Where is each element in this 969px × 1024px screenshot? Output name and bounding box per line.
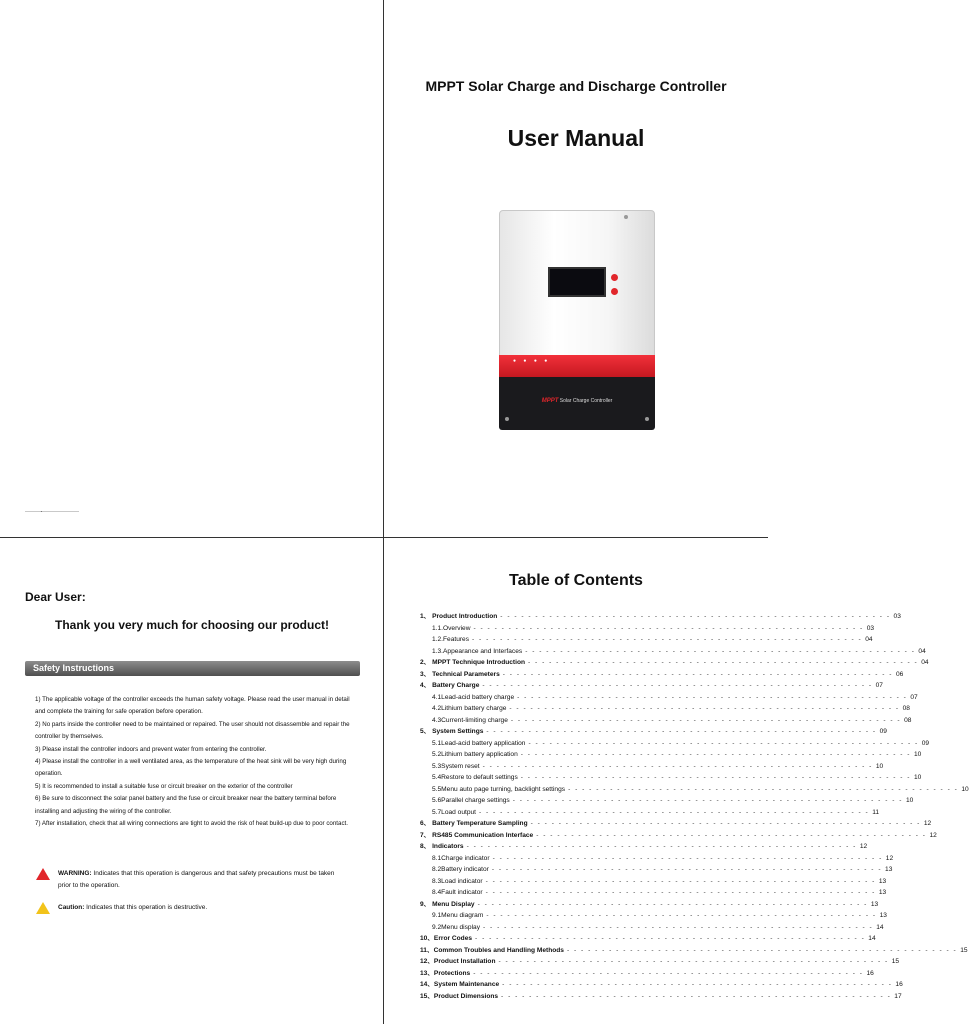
- toc-leader-dots: - - - - - - - - - - - - - - - - - - - - - - - - - - - - - - - - - - - - - - - - - - - - - - - - - - - - - - - -: [502, 670, 894, 678]
- toc-entry[interactable]: [420, 692, 918, 704]
- toc-entry-page: 04: [918, 647, 926, 655]
- thanks-message: Thank you very much for choosing our product!: [54, 618, 330, 632]
- back-cover-page: [0, 0, 384, 512]
- toc-entry-page: 04: [865, 636, 873, 643]
- toc-entry[interactable]: [420, 818, 932, 830]
- toc-entry[interactable]: [420, 830, 937, 842]
- toc-entry-label: 9、 Menu Display: [420, 900, 475, 908]
- toc-list: [420, 611, 969, 1002]
- toc-entry-label: 4.1Lead-acid battery charge: [432, 693, 515, 701]
- device-label: [499, 398, 655, 404]
- toc-leader-dots: - - - - - - - - - - - - - - - - - - - - - - - - - - - - - - - - - - - - - - - - - - - - - - - - - - - - - - - -: [528, 739, 919, 747]
- toc-entry[interactable]: [420, 807, 880, 819]
- toc-leader-dots: - - - - - - - - - - - - - - - - - - - - - - - - - - - - - - - - - - - - - - - - - - - - - - - - - - - - - - - -: [510, 716, 902, 724]
- toc-entry-label: 12、Product Installation: [420, 958, 496, 965]
- toc-entry-label: 10、Error Codes: [420, 935, 473, 942]
- toc-entry-label: 8.2Battery indicator: [432, 866, 489, 873]
- toc-entry[interactable]: [420, 680, 883, 692]
- toc-entry[interactable]: [420, 991, 902, 1003]
- toc-entry-label: 8、 Indicators: [420, 843, 464, 850]
- toc-entry-page: 15: [960, 946, 968, 954]
- page-divider-horizontal: [0, 537, 768, 538]
- toc-entry[interactable]: [420, 899, 879, 911]
- page-divider-vertical: [383, 0, 384, 1024]
- toc-leader-dots: - - - - - - - - - - - - - - - - - - - - - - - - - - - - - - - - - - - - - - - - - - - - - - - - - - - - - - - -: [509, 705, 900, 712]
- toc-entry-label: 8.3Load indicator: [432, 877, 483, 885]
- toc-entry-page: 10: [961, 785, 969, 793]
- toc-entry-page: 04: [921, 659, 929, 666]
- toc-leader-dots: - - - - - - - - - - - - - - - - - - - - - - - - - - - - - - - - - - - - - - - - - - - - - - - - - - - - - - - -: [491, 866, 883, 873]
- toc-entry-label: 5.2Lithium battery application: [432, 751, 518, 758]
- toc-leader-dots: - - - - - - - - - - - - - - - - - - - - - - - - - - - - - - - - - - - - - - - - - - - - - - - - - - - - - - - -: [477, 900, 868, 908]
- toc-entry[interactable]: [420, 772, 922, 784]
- toc-entry[interactable]: [420, 979, 903, 991]
- device-led-icons: ● ● ● ●: [513, 358, 551, 364]
- toc-entry-label: 1.1.Overview: [432, 624, 471, 632]
- screw-icon: [624, 215, 628, 219]
- toc-leader-dots: - - - - - - - - - - - - - - - - - - - - - - - - - - - - - - - - - - - - - - - - - - - - - - - - - - - - - - - -: [483, 923, 874, 931]
- toc-entry[interactable]: [420, 738, 930, 750]
- toc-entry-page: 16: [895, 981, 903, 988]
- toc-entry[interactable]: [420, 611, 901, 623]
- toc-entry[interactable]: [420, 634, 873, 646]
- safety-heading-bar: [25, 661, 360, 676]
- toc-leader-dots: - - - - - - - - - - - - - - - - - - - - - - - - - - - - - - - - - - - - - - - - - - - - - - - - - - - - - - - -: [473, 969, 864, 977]
- toc-leader-dots: - - - - - - - - - - - - - - - - - - - - - - - - - - - - - - - - - - - - - - - - - - - - - - - - - - - - - - - -: [485, 877, 876, 885]
- safety-rule: 2) No parts inside the controller need to be maintained or repaired. The user should not disassemble and repair the controller by themselves.: [35, 720, 350, 741]
- toc-leader-dots: - - - - - - - - - - - - - - - - - - - - - - - - - - - - - - - - - - - - - - - - - - - - - - - - - - - - - - - -: [472, 636, 863, 643]
- toc-entry-label: 9.2Menu display: [432, 923, 481, 931]
- toc-leader-dots: - - - - - - - - - - - - - - - - - - - - - - - - - - - - - - - - - - - - - - - - - - - - - - - - - - - - - - - -: [568, 785, 959, 793]
- toc-entry-page: 06: [896, 670, 904, 678]
- toc-leader-dots: - - - - - - - - - - - - - - - - - - - - - - - - - - - - - - - - - - - - - - - - - - - - - - - - - - - - - - - -: [520, 774, 912, 781]
- toc-entry-label: 5.3System reset: [432, 762, 480, 770]
- safety-rule: 3) Please install the controller indoors and prevent water from entering the controller.: [35, 745, 267, 753]
- caution-icon: [36, 902, 50, 914]
- toc-entry-label: 2、 MPPT Technique Introduction: [420, 659, 526, 666]
- cover-subtitle: MPPT Solar Charge and Discharge Controller: [425, 78, 727, 94]
- toc-entry-page: 08: [904, 716, 912, 724]
- toc-leader-dots: - - - - - - - - - - - - - - - - - - - - - - - - - - - - - - - - - - - - - - - - - - - - - - - - - - - - - - - -: [500, 613, 891, 620]
- toc-leader-dots: - - - - - - - - - - - - - - - - - - - - - - - - - - - - - - - - - - - - - - - - - - - - - - - - - - - - - - - -: [520, 751, 912, 758]
- welcome-page: [0, 512, 384, 1024]
- device-button-icon: [611, 274, 618, 281]
- toc-entry-page: 09: [879, 728, 887, 735]
- toc-entry-label: 15、Product Dimensions: [420, 992, 499, 1000]
- toc-entry-page: 09: [921, 739, 930, 747]
- toc-entry[interactable]: [420, 657, 929, 669]
- toc-leader-dots: - - - - - - - - - - - - - - - - - - - - - - - - - - - - - - - - - - - - - - - - - - - - - - - - - - - - - - - -: [498, 958, 889, 965]
- caution-label: Caution:: [58, 904, 85, 911]
- device-product: Solar Charge Controller: [559, 398, 613, 404]
- warning-text: Indicates that this operation is dangerous and that safety precautions must be taken prior to the operation.: [58, 870, 335, 889]
- toc-leader-dots: - - - - - - - - - - - - - - - - - - - - - - - - - - - - - - - - - - - - - - - - - - - - - - - - - - - - - - - -: [512, 797, 903, 804]
- toc-entry-page: 12: [929, 831, 937, 839]
- toc-entry-label: 5.4Restore to default settings: [432, 774, 518, 781]
- toc-entry[interactable]: [420, 623, 875, 635]
- safety-rule: 1) The applicable voltage of the controller exceeds the human safety voltage. Please read the user manual in detail and complete the training for safe operation before operation.: [35, 696, 350, 716]
- toc-entry-label: 3、 Technical Parameters: [420, 670, 500, 678]
- toc-entry[interactable]: [420, 887, 887, 899]
- toc-leader-dots: - - - - - - - - - - - - - - - - - - - - - - - - - - - - - - - - - - - - - - - - - - - - - - - - - - - - - - - -: [479, 808, 870, 816]
- greeting: Dear User:: [25, 590, 86, 604]
- toc-entry-label: 7、 RS485 Communication Interface: [420, 831, 534, 839]
- toc-leader-dots: - - - - - - - - - - - - - - - - - - - - - - - - - - - - - - - - - - - - - - - - - - - - - - - - - - - - - - - -: [502, 981, 893, 988]
- toc-entry[interactable]: [420, 933, 876, 945]
- toc-entry-page: 12: [923, 820, 932, 827]
- toc-entry-page: 13: [870, 900, 879, 908]
- toc-entry-page: 11: [872, 808, 880, 816]
- toc-entry-label: 5.5Menu auto page turning, backlight settings: [432, 785, 566, 793]
- warning-label: WARNING:: [58, 870, 92, 877]
- toc-entry[interactable]: [420, 703, 910, 715]
- toc-entry-label: 6、 Battery Temperature Sampling: [420, 820, 528, 827]
- toc-entry[interactable]: [420, 669, 904, 681]
- toc-entry-label: 5、 System Settings: [420, 728, 484, 735]
- toc-entry-page: 12: [859, 843, 868, 850]
- toc-entry[interactable]: [420, 795, 914, 807]
- toc-page: [384, 512, 969, 1024]
- safety-rule: 6) Be sure to disconnect the solar panel battery and the fuse or circuit breaker near the battery terminal before installing and adjusting the wiring of the controller.: [35, 795, 337, 815]
- toc-entry-label: 4.2Lithium battery charge: [432, 705, 507, 712]
- toc-entry[interactable]: [420, 864, 893, 876]
- toc-entry[interactable]: [420, 922, 884, 934]
- toc-leader-dots: - - - - - - - - - - - - - - - - - - - - - - - - - - - - - - - - - - - - - - - - - - - - - - - - - - - - - - - -: [566, 946, 958, 954]
- toc-entry[interactable]: [420, 646, 926, 658]
- toc-leader-dots: - - - - - - - - - - - - - - - - - - - - - - - - - - - - - - - - - - - - - - - - - - - - - - - - - - - - - - - -: [482, 682, 873, 689]
- toc-entry-page: 03: [893, 613, 901, 620]
- device-housing: [499, 210, 655, 368]
- toc-entry-label: 9.1Menu diagram: [432, 912, 484, 919]
- toc-entry-page: 17: [894, 992, 902, 1000]
- toc-entry-page: 15: [891, 958, 900, 965]
- cover-title: User Manual: [507, 125, 645, 151]
- screw-icon: [505, 417, 509, 421]
- toc-entry-label: 1.2.Features: [432, 636, 470, 643]
- toc-leader-dots: - - - - - - - - - - - - - - - - - - - - - - - - - - - - - - - - - - - - - - - - - - - - - - - - - - - - - - - -: [486, 912, 877, 919]
- device-button-icon: [611, 288, 618, 295]
- toc-entry-page: 03: [866, 624, 875, 632]
- toc-entry-label: 13、Protections: [420, 969, 471, 977]
- safety-rules: [35, 694, 360, 830]
- safety-rule: 7) After installation, check that all wiring connections are tight to avoid the risk of heat build-up due to poor contact.: [35, 820, 348, 828]
- toc-leader-dots: - - - - - - - - - - - - - - - - - - - - - - - - - - - - - - - - - - - - - - - - - - - - - - - - - - - - - - - -: [485, 889, 876, 896]
- toc-entry[interactable]: [420, 749, 922, 761]
- toc-entry[interactable]: [420, 761, 884, 773]
- toc-entry-page: 16: [866, 969, 874, 977]
- toc-entry[interactable]: [420, 945, 968, 957]
- toc-entry-label: 5.6Parallel charge settings: [432, 797, 510, 804]
- toc-entry-page: 12: [885, 854, 894, 862]
- toc-entry-page: 08: [902, 705, 910, 712]
- toc-leader-dots: - - - - - - - - - - - - - - - - - - - - - - - - - - - - - - - - - - - - - - - - - - - - - - - - - - - - - - - -: [536, 831, 927, 839]
- toc-title: Table of Contents: [509, 572, 643, 589]
- toc-entry[interactable]: [420, 715, 912, 727]
- toc-entry-label: 4、 Battery Charge: [420, 682, 480, 689]
- toc-entry[interactable]: [420, 726, 887, 738]
- toc-leader-dots: - - - - - - - - - - - - - - - - - - - - - - - - - - - - - - - - - - - - - - - - - - - - - - - - - - - - - - - -: [473, 624, 864, 632]
- toc-leader-dots: - - - - - - - - - - - - - - - - - - - - - - - - - - - - - - - - - - - - - - - - - - - - - - - - - - - - - - - -: [530, 820, 921, 827]
- toc-leader-dots: - - - - - - - - - - - - - - - - - - - - - - - - - - - - - - - - - - - - - - - - - - - - - - - - - - - - - - - -: [475, 935, 866, 942]
- toc-entry-page: 10: [905, 797, 914, 804]
- controller-device-image: [499, 210, 655, 430]
- safety-rule: 5) It is recommended to install a suitable fuse or circuit breaker on the exterior of the controller: [35, 782, 293, 790]
- toc-entry-page: 07: [910, 693, 918, 701]
- toc-leader-dots: - - - - - - - - - - - - - - - - - - - - - - - - - - - - - - - - - - - - - - - - - - - - - - - - - - - - - - - -: [486, 728, 877, 735]
- caution-text: Indicates that this operation is destructive.: [86, 904, 208, 911]
- warning-icon: [36, 868, 50, 880]
- toc-entry-label: 14、System Maintenance: [420, 981, 500, 988]
- toc-entry[interactable]: [420, 784, 969, 796]
- toc-leader-dots: - - - - - - - - - - - - - - - - - - - - - - - - - - - - - - - - - - - - - - - - - - - - - - - - - - - - - - - -: [528, 659, 919, 666]
- toc-entry[interactable]: [420, 956, 900, 968]
- toc-entry-page: 10: [914, 774, 922, 781]
- toc-entry-page: 14: [868, 935, 876, 942]
- toc-entry-page: 10: [914, 751, 922, 758]
- toc-entry-label: 4.3Current-limiting charge: [432, 716, 508, 724]
- toc-entry-label: 5.7Load output: [432, 808, 476, 816]
- toc-entry[interactable]: [420, 841, 868, 853]
- toc-leader-dots: - - - - - - - - - - - - - - - - - - - - - - - - - - - - - - - - - - - - - - - - - - - - - - - - - - - - - - - -: [492, 854, 883, 862]
- toc-leader-dots: - - - - - - - - - - - - - - - - - - - - - - - - - - - - - - - - - - - - - - - - - - - - - - - - - - - - - - - -: [482, 762, 873, 770]
- toc-entry-label: 1.3.Appearance and Interfaces: [432, 647, 523, 655]
- toc-leader-dots: - - - - - - - - - - - - - - - - - - - - - - - - - - - - - - - - - - - - - - - - - - - - - - - - - - - - - - - -: [517, 693, 908, 701]
- toc-entry-label: 8.4Fault indicator: [432, 889, 483, 896]
- toc-entry[interactable]: [420, 910, 887, 922]
- toc-entry-page: 07: [875, 682, 883, 689]
- toc-entry-page: 13: [879, 912, 887, 919]
- toc-entry[interactable]: [420, 968, 874, 980]
- safety-rule: 4) Please install the controller in a well ventilated area, as the temperature of the heat sink will be very high during operation.: [35, 758, 347, 778]
- screw-icon: [645, 417, 649, 421]
- toc-entry-page: 13: [885, 866, 893, 873]
- toc-leader-dots: - - - - - - - - - - - - - - - - - - - - - - - - - - - - - - - - - - - - - - - - - - - - - - - - - - - - - - - -: [501, 992, 892, 1000]
- toc-entry-label: 1、 Product Introduction: [420, 613, 498, 620]
- toc-leader-dots: - - - - - - - - - - - - - - - - - - - - - - - - - - - - - - - - - - - - - - - - - - - - - - - - - - - - - - - -: [466, 843, 857, 850]
- toc-entry-label: 8.1Charge indicator: [432, 854, 490, 862]
- device-brand: MPPT: [541, 398, 559, 404]
- toc-entry-page: 10: [875, 762, 884, 770]
- cover-page: [384, 0, 768, 512]
- toc-entry[interactable]: [420, 853, 894, 865]
- toc-leader-dots: - - - - - - - - - - - - - - - - - - - - - - - - - - - - - - - - - - - - - - - - - - - - - - - - - - - - - - - -: [525, 647, 916, 655]
- toc-entry-page: 14: [876, 923, 884, 931]
- safety-heading: Safety Instructions: [33, 663, 115, 673]
- toc-entry-label: 5.1Lead-acid battery application: [432, 739, 526, 747]
- toc-entry[interactable]: [420, 876, 887, 888]
- toc-entry-page: 13: [878, 877, 887, 885]
- toc-entry-page: 13: [878, 889, 887, 896]
- toc-entry-label: 11、Common Troubles and Handling Methods: [420, 946, 564, 954]
- device-lcd-screen: [548, 267, 606, 297]
